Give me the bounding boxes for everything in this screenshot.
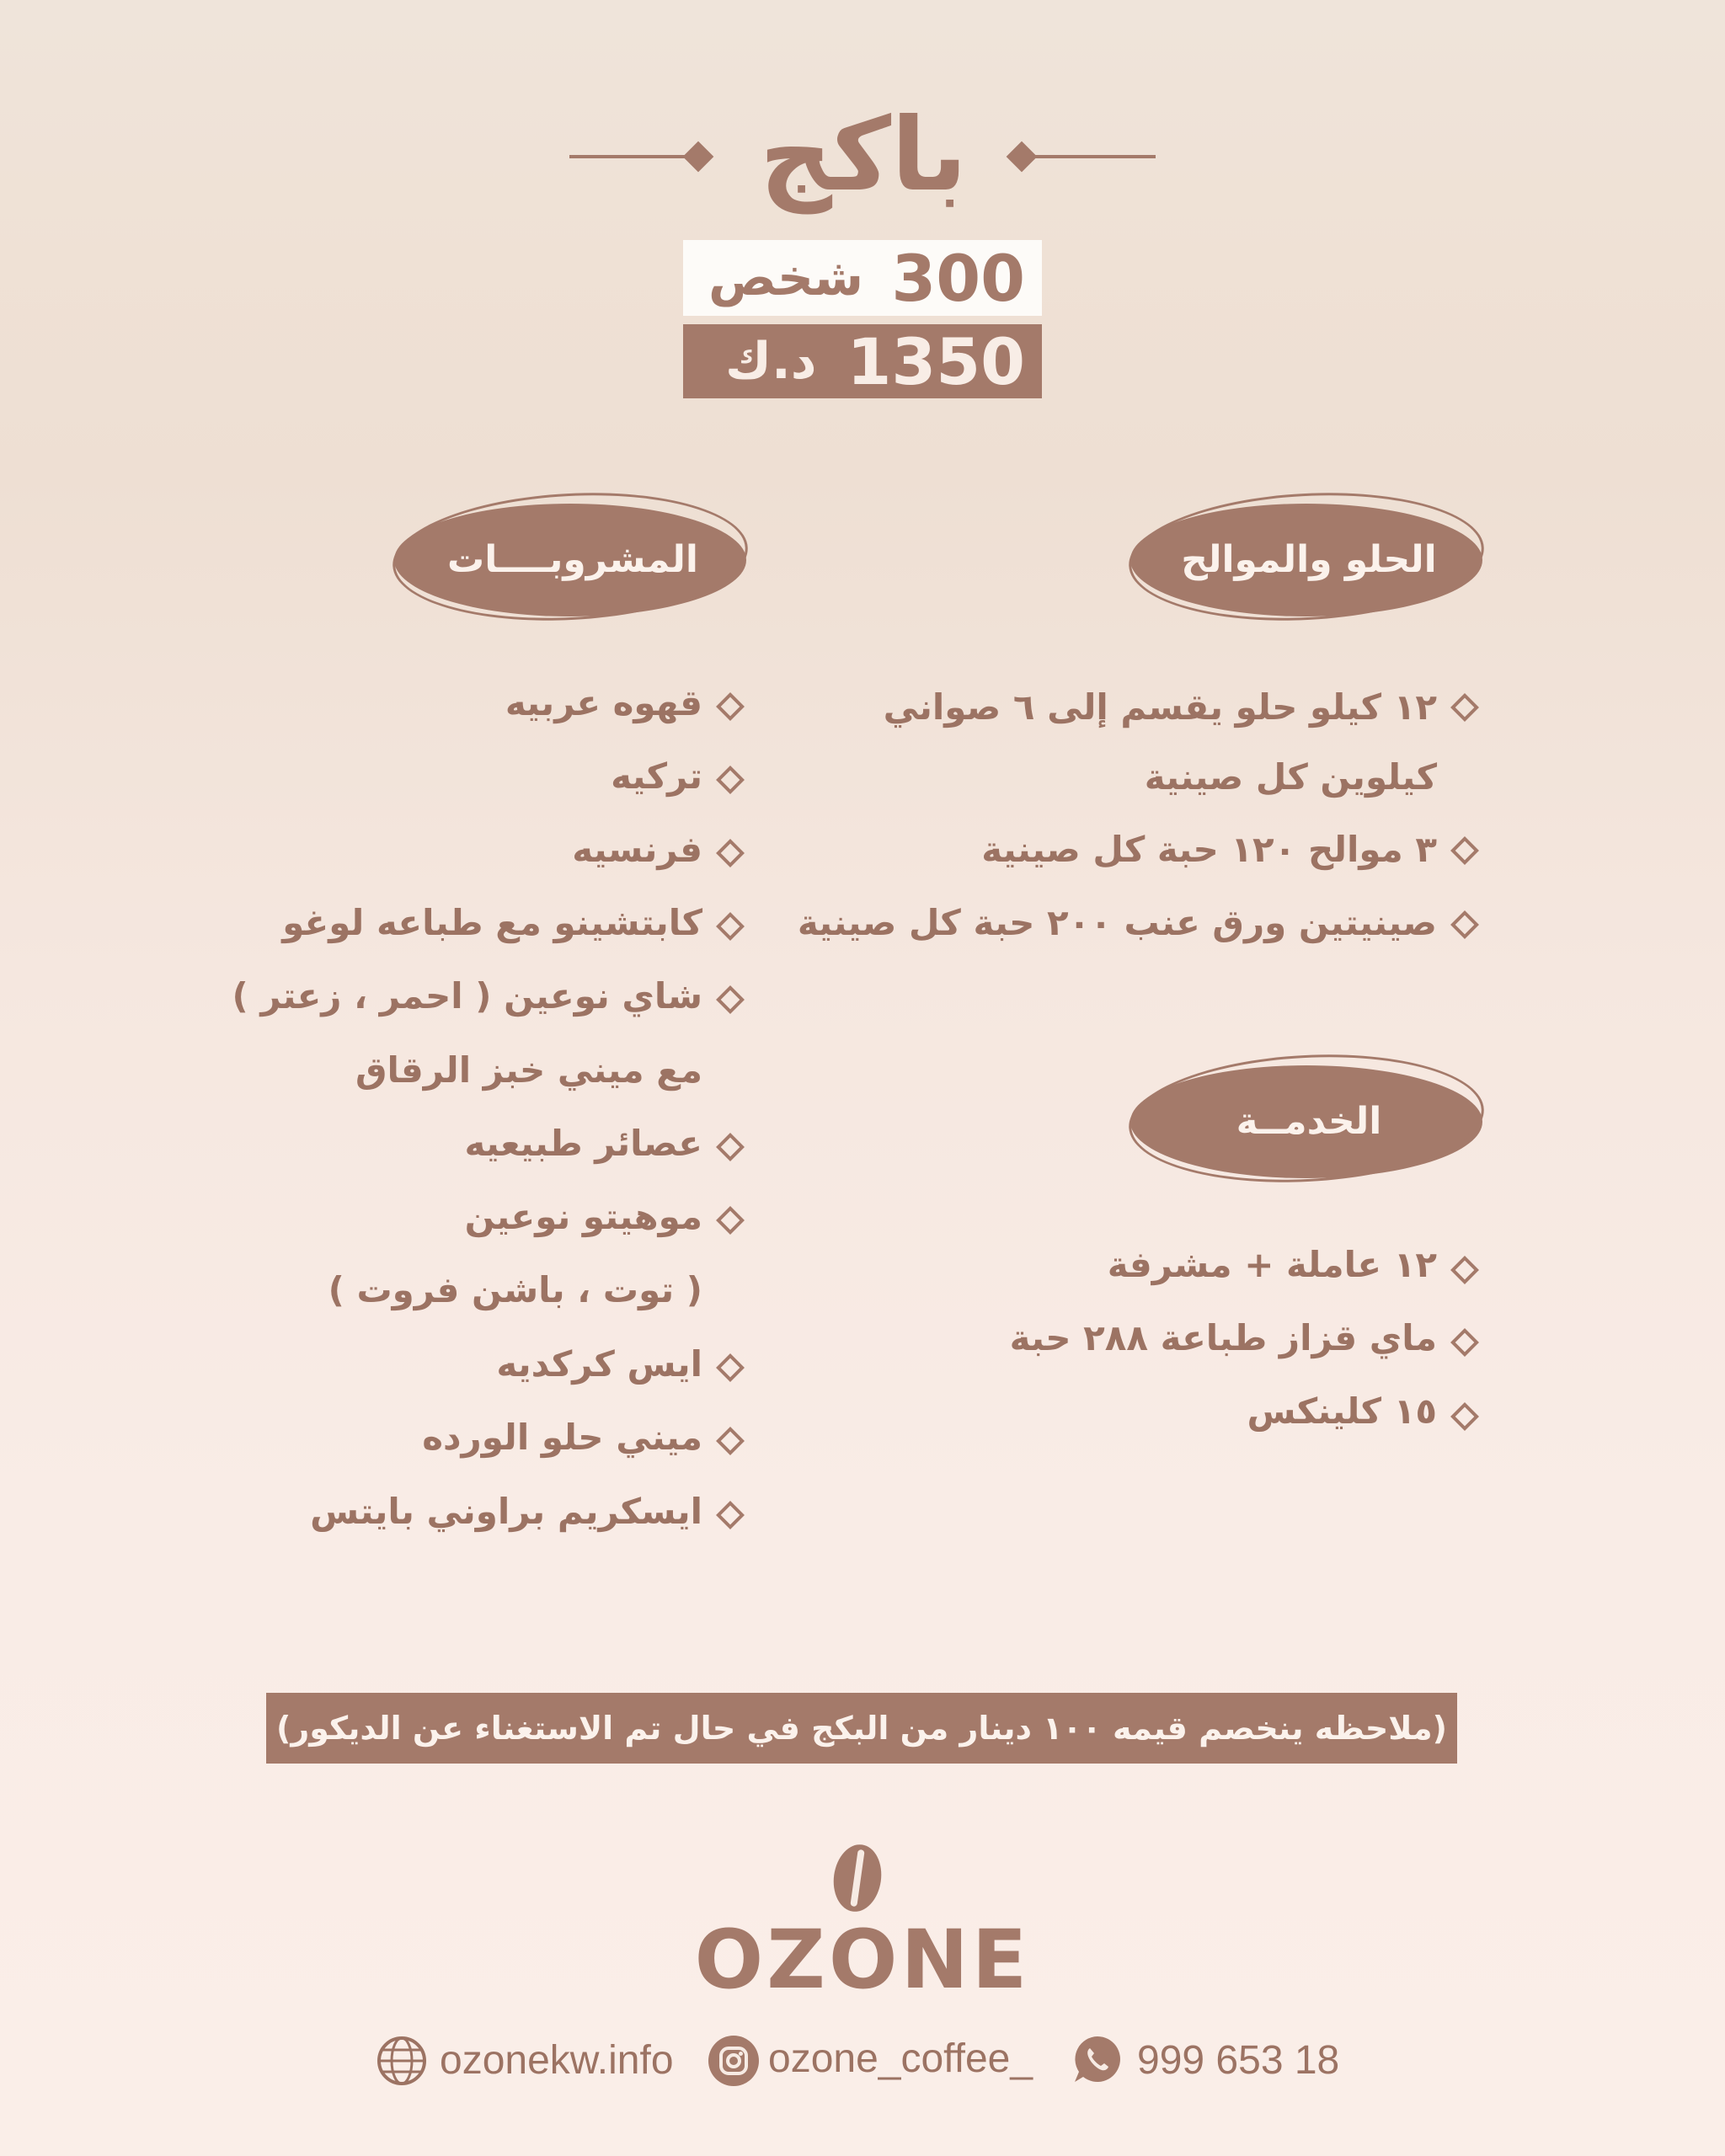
diamond-bullet-icon (716, 692, 745, 721)
diamond-bullet-icon (716, 912, 745, 941)
drinks-item: موهيتو نوعين (464, 1196, 702, 1237)
diamond-bullet-icon (1450, 1256, 1479, 1284)
diamond-bullet-icon (716, 985, 745, 1014)
drinks-item: تركيه (611, 755, 702, 797)
page-title: باكج (759, 97, 968, 214)
price-value: 1350 (846, 323, 1025, 399)
service-item: ١٥ كلينكس (1247, 1390, 1437, 1432)
instagram-icon (708, 2035, 760, 2087)
header-left-rule (569, 155, 696, 158)
discount-note: (ملاحظه ينخصم قيمه ١٠٠ دينار من البكج في حال تم الاستغناء عن الديكور) (266, 1693, 1457, 1764)
service-item: ١٢ عاملة + مشرفة (1107, 1244, 1437, 1285)
people-unit: شخص (708, 248, 864, 307)
people-count-box (683, 240, 1042, 316)
sweets-item: ٣ موالح ١٢٠ حبة كل صينية (981, 829, 1437, 870)
drinks-item: ( توت ، باشن فروت ) (328, 1269, 702, 1310)
drinks-item: قهوه عربيه (505, 682, 702, 723)
drinks-item: ايس كركديه (496, 1343, 702, 1385)
drinks-item: ايسكريم براوني بايتس (310, 1491, 702, 1532)
diamond-bullet-icon (1450, 1328, 1479, 1357)
currency-label: د.ك (725, 332, 817, 391)
section-title-sweets: الحلو والموالح (1129, 487, 1489, 630)
diamond-bullet-icon (716, 1353, 745, 1382)
header-right-rule (1029, 155, 1156, 158)
instagram-handle[interactable]: ozone_coffee_ (768, 2036, 1033, 2081)
diamond-bullet-icon (716, 1427, 745, 1455)
diamond-bullet-icon (1450, 836, 1479, 865)
diamond-bullet-icon (716, 839, 745, 867)
drinks-item: كابتشينو مع طباعه لوغو (282, 902, 702, 943)
drinks-item: عصائر طبيعيه (464, 1123, 702, 1164)
section-title-service: الخدمــة (1129, 1049, 1489, 1192)
section-title-drinks: المشروبــــات (393, 487, 753, 630)
phone-number[interactable]: 999 653 18 (1137, 2038, 1340, 2083)
diamond-bullet-icon (1450, 1402, 1479, 1431)
drinks-item: شاي نوعين ( احمر ، زعتر ) (232, 975, 702, 1017)
coffee-bean-logo-icon (830, 1841, 886, 1914)
sweets-item: ١٢ كيلو حلو يقسم إلى ٦ صواني (883, 686, 1437, 728)
diamond-bullet-icon (716, 1133, 745, 1161)
people-count: 300 (891, 240, 1025, 316)
whatsapp-icon (1071, 2033, 1124, 2085)
diamond-bullet-icon (1450, 693, 1479, 722)
diamond-bullet-icon (716, 1501, 745, 1529)
diamond-bullet-icon (1450, 910, 1479, 939)
drinks-item: ميني حلو الورده (422, 1417, 702, 1458)
price-box (683, 324, 1042, 398)
diamond-bullet-icon (716, 766, 745, 794)
sweets-item: كيلوين كل صينية (1144, 756, 1437, 798)
brand-name: OZONE (694, 1913, 1031, 2007)
drinks-item: مع ميني خبز الرقاق (355, 1049, 702, 1091)
service-item: ماي قزاز طباعة ٢٨٨ حبة (1009, 1317, 1437, 1358)
sweets-item: صينيتين ورق عنب ٢٠٠ حبة كل صينية (797, 902, 1437, 943)
website-link[interactable]: ozonekw.info (440, 2038, 674, 2083)
diamond-bullet-icon (716, 1206, 745, 1235)
drinks-item: فرنسيه (572, 829, 702, 870)
globe-icon (376, 2035, 428, 2087)
